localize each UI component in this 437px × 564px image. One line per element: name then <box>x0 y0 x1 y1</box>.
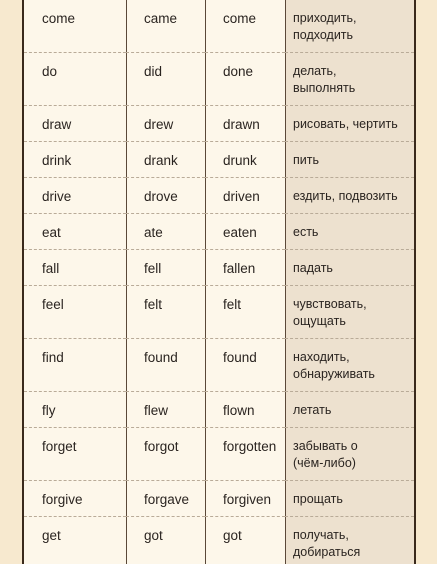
base-form-cell <box>24 481 126 517</box>
right-margin <box>416 0 437 564</box>
verb-row-fall <box>24 250 414 286</box>
past-simple-cell <box>126 53 205 106</box>
past-participle-cell-text: flown <box>223 403 255 418</box>
past-simple-cell <box>126 106 205 142</box>
base-form-cell-text: forget <box>42 439 77 454</box>
past-simple-cell <box>126 481 205 517</box>
past-participle-cell <box>205 53 285 106</box>
translation-cell <box>285 481 414 517</box>
translation-line: получать, <box>293 528 349 542</box>
verb-row-eat <box>24 214 414 250</box>
past-participle-cell <box>205 250 285 286</box>
irregular-verbs-table <box>22 0 416 564</box>
past-simple-cell <box>126 250 205 286</box>
past-participle-cell-text: found <box>223 350 257 365</box>
verb-row-get <box>24 517 414 564</box>
past-simple-cell <box>126 286 205 339</box>
verb-row-feel <box>24 286 414 339</box>
past-participle-cell-text: felt <box>223 297 242 312</box>
past-participle-cell <box>205 142 285 178</box>
past-participle-cell <box>205 178 285 214</box>
past-simple-cell-text: forgave <box>144 492 190 507</box>
past-participle-cell-text: done <box>223 64 254 79</box>
translation-line: прощать <box>293 492 343 506</box>
translation-line: подходить <box>293 28 354 42</box>
verbs-table-body <box>24 0 414 564</box>
past-simple-cell <box>126 0 205 53</box>
translation-cell <box>285 0 414 53</box>
past-simple-cell <box>126 392 205 428</box>
past-simple-cell-text: found <box>144 350 178 365</box>
past-simple-cell-text: did <box>144 64 163 79</box>
translation-line: есть <box>293 225 319 239</box>
base-form-cell-text: fall <box>42 261 60 276</box>
translation-line: (чём-либо) <box>293 456 356 470</box>
base-form-cell-text: forgive <box>42 492 83 507</box>
past-participle-cell <box>205 0 285 53</box>
translation-line: находить, <box>293 350 350 364</box>
past-simple-cell-text: drove <box>144 189 178 204</box>
translation-line: приходить, <box>293 11 357 25</box>
past-simple-cell-text: ate <box>144 225 163 240</box>
translation-line: забывать о <box>293 439 358 453</box>
left-margin <box>0 0 22 564</box>
base-form-cell-text: feel <box>42 297 64 312</box>
base-form-cell <box>24 142 126 178</box>
translation-line: рисовать, чертить <box>293 117 398 131</box>
translation-line: обнаруживать <box>293 367 375 381</box>
translation-cell <box>285 339 414 392</box>
translation-cell <box>285 392 414 428</box>
past-participle-cell <box>205 214 285 250</box>
past-participle-cell-text: come <box>223 11 257 26</box>
base-form-cell <box>24 286 126 339</box>
translation-line: добираться <box>293 545 361 559</box>
verb-row-forget <box>24 428 414 481</box>
base-form-cell-text: get <box>42 528 61 543</box>
verb-row-come <box>24 0 414 53</box>
past-participle-cell <box>205 106 285 142</box>
translation-cell <box>285 428 414 481</box>
verb-row-forgive <box>24 481 414 517</box>
translation-line: падать <box>293 261 333 275</box>
past-simple-cell-text: felt <box>144 297 163 312</box>
translation-line: ездить, подвозить <box>293 189 398 203</box>
past-simple-cell-text: forgot <box>144 439 179 454</box>
verb-row-do <box>24 53 414 106</box>
translation-line: ощущать <box>293 314 346 328</box>
translation-cell <box>285 250 414 286</box>
verb-row-drink <box>24 142 414 178</box>
verb-row-find <box>24 339 414 392</box>
base-form-cell <box>24 214 126 250</box>
past-participle-cell <box>205 481 285 517</box>
verbs-table <box>24 0 414 564</box>
past-participle-cell-text: forgiven <box>223 492 272 507</box>
past-participle-cell-text: driven <box>223 189 260 204</box>
past-simple-cell-text: drew <box>144 117 174 132</box>
base-form-cell-text: draw <box>42 117 72 132</box>
verb-row-drive <box>24 178 414 214</box>
past-simple-cell-text: drank <box>144 153 178 168</box>
past-simple-cell-text: came <box>144 11 178 26</box>
base-form-cell <box>24 428 126 481</box>
past-simple-cell-text: fell <box>144 261 162 276</box>
translation-cell <box>285 286 414 339</box>
translation-cell <box>285 517 414 564</box>
base-form-cell-text: find <box>42 350 64 365</box>
past-simple-cell <box>126 339 205 392</box>
past-participle-cell <box>205 517 285 564</box>
verb-row-fly <box>24 392 414 428</box>
translation-cell <box>285 214 414 250</box>
base-form-cell <box>24 0 126 53</box>
translation-line: летать <box>293 403 332 417</box>
past-participle-cell-text: drawn <box>223 117 260 132</box>
past-simple-cell <box>126 178 205 214</box>
past-simple-cell-text: flew <box>144 403 169 418</box>
translation-cell <box>285 142 414 178</box>
past-participle-cell <box>205 286 285 339</box>
translation-line: пить <box>293 153 319 167</box>
translation-line: выполнять <box>293 81 356 95</box>
past-simple-cell-text: got <box>144 528 163 543</box>
past-participle-cell <box>205 428 285 481</box>
base-form-cell <box>24 517 126 564</box>
translation-cell <box>285 53 414 106</box>
past-participle-cell <box>205 392 285 428</box>
verb-row-draw <box>24 106 414 142</box>
past-participle-cell <box>205 339 285 392</box>
translation-line: делать, <box>293 64 337 78</box>
base-form-cell-text: do <box>42 64 58 79</box>
base-form-cell-text: eat <box>42 225 61 240</box>
base-form-cell <box>24 339 126 392</box>
past-participle-cell-text: fallen <box>223 261 256 276</box>
base-form-cell <box>24 106 126 142</box>
translation-cell <box>285 178 414 214</box>
past-participle-cell-text: drunk <box>223 153 257 168</box>
translation-line: чувствовать, <box>293 297 367 311</box>
base-form-cell <box>24 250 126 286</box>
past-simple-cell <box>126 142 205 178</box>
base-form-cell <box>24 178 126 214</box>
base-form-cell-text: drink <box>42 153 72 168</box>
past-simple-cell <box>126 428 205 481</box>
base-form-cell <box>24 53 126 106</box>
past-simple-cell <box>126 214 205 250</box>
base-form-cell-text: drive <box>42 189 72 204</box>
past-participle-cell-text: forgotten <box>223 439 277 454</box>
base-form-cell-text: come <box>42 11 76 26</box>
base-form-cell-text: fly <box>42 403 56 418</box>
past-simple-cell <box>126 517 205 564</box>
base-form-cell <box>24 392 126 428</box>
past-participle-cell-text: got <box>223 528 242 543</box>
past-participle-cell-text: eaten <box>223 225 257 240</box>
translation-cell <box>285 106 414 142</box>
